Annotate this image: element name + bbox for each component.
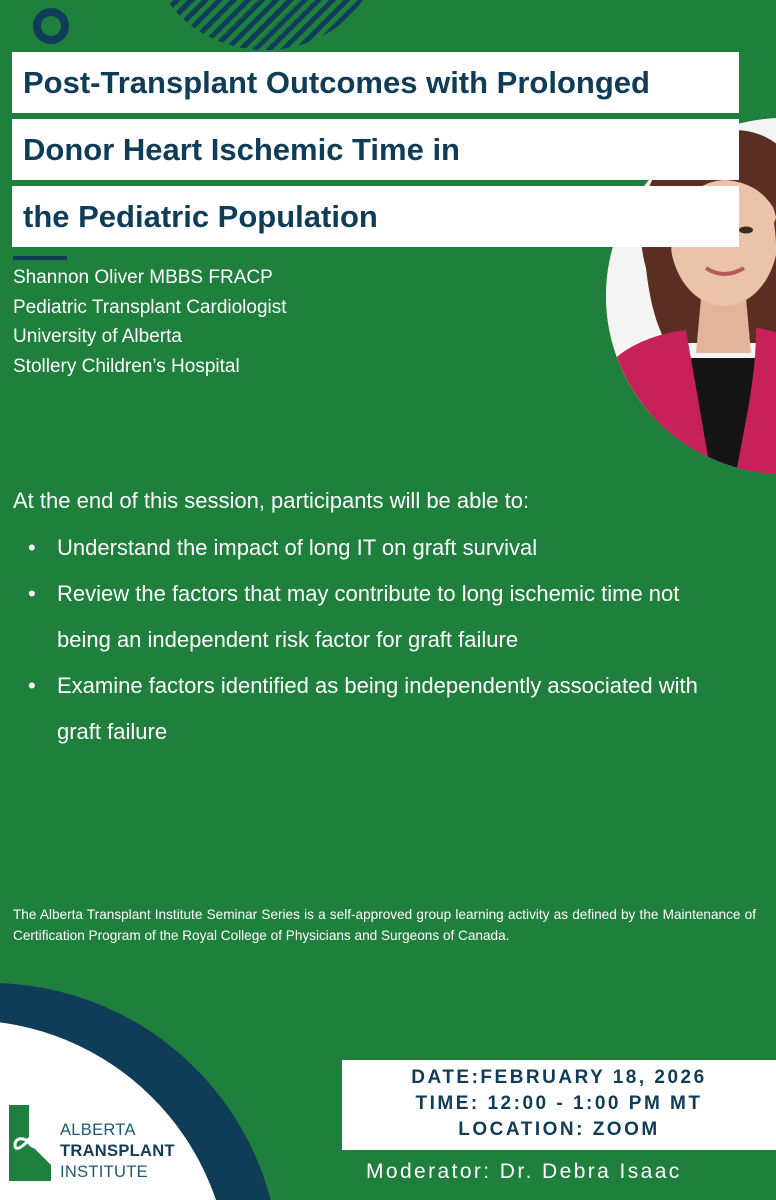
speaker-hospital: Stollery Children’s Hospital [13,355,240,377]
moderator: Moderator: Dr. Debra Isaac [366,1160,682,1183]
objective-text: Understand the impact of long IT on graft survival [57,535,538,560]
speaker-info [13,263,287,381]
event-date: DATE:FEBRUARY 18, 2026 [411,1067,707,1088]
title-line-1: Post-Transplant Outcomes with Prolonged [12,52,739,113]
bullet-icon: • [28,535,36,560]
logo-line-1: ALBERTA [60,1121,136,1139]
event-time: TIME: 12:00 - 1:00 PM MT [415,1093,703,1114]
objectives-list [28,525,738,755]
objective-item [28,571,738,663]
event-location: LOCATION: ZOOM [458,1119,660,1140]
logo-line-2: TRANSPLANT [60,1142,175,1160]
title-line-3: the Pediatric Population [12,186,739,247]
objective-item [28,663,738,755]
speaker-role: Pediatric Transplant Cardiologist [13,296,287,318]
objective-text: Review the factors that may contribute to long ischemic time not being an independent risk factor for graft failure [57,581,680,652]
objective-item [28,525,738,571]
objectives-intro: At the end of this session, participants will be able to: [13,488,530,513]
bullet-icon: • [28,673,36,698]
bullet-icon: • [28,581,36,606]
objective-text: Examine factors identified as being independently associated with graft failure [57,673,698,744]
title-line-2: Donor Heart Ischemic Time in [12,119,739,180]
accreditation-disclaimer: The Alberta Transplant Institute Seminar Series is a self-approved group learning activity as defined by the Maintenance of Certification Program of the Royal College of Physicians and Surgeons of Canada. [13,907,756,943]
logo-line-3: INSTITUTE [60,1163,148,1181]
institute-logo-text [60,1120,175,1183]
title-underline [13,256,67,260]
event-details [342,1060,776,1150]
decorative-ring [33,8,69,44]
speaker-affiliation: University of Alberta [13,326,182,347]
speaker-name: Shannon Oliver MBBS FRACP [13,267,273,288]
decorative-stripes [150,0,380,50]
